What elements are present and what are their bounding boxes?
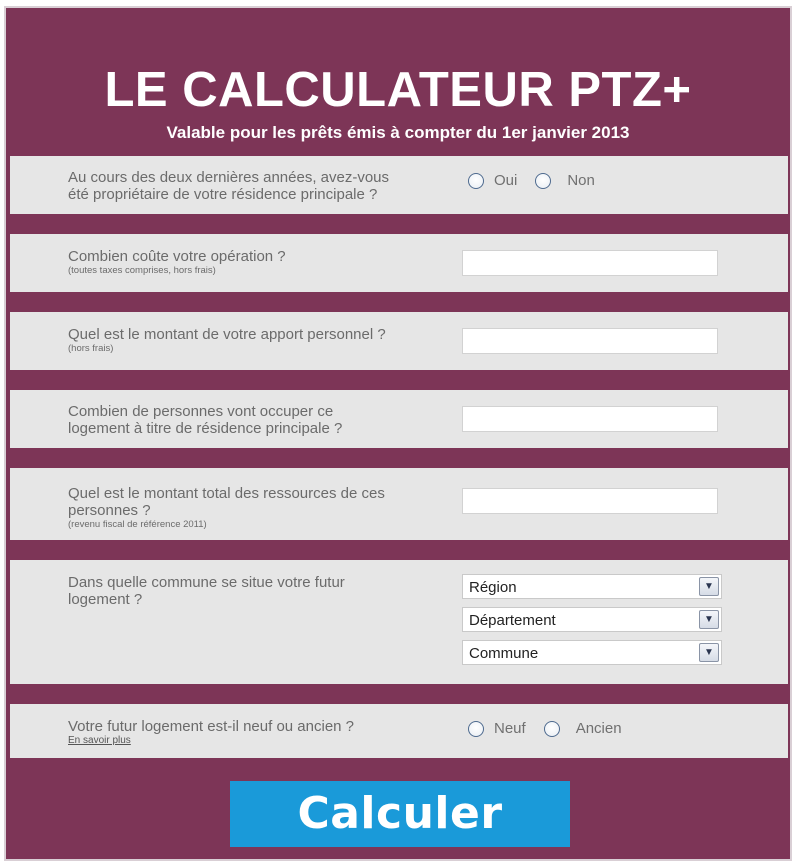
question-cost-note: (toutes taxes comprises, hors frais) [68, 265, 216, 276]
persons-input[interactable] [462, 406, 718, 432]
commune-select-value: Commune [469, 645, 539, 662]
question-owner-line1: Au cours des deux dernières années, avez-vous [68, 169, 390, 186]
row-income [10, 468, 788, 540]
radio-owner-yes-label: Oui [494, 172, 518, 189]
row-cost [10, 234, 788, 292]
question-cost [68, 248, 286, 276]
header [6, 8, 790, 156]
radio-type-old-label: Ancien [575, 720, 622, 737]
row-owner [10, 156, 788, 214]
chevron-down-icon[interactable]: ▼ [699, 610, 719, 629]
question-location-line1: Dans quelle commune se situe votre futur [68, 574, 345, 591]
calculate-button[interactable]: Calculer [230, 781, 570, 847]
radio-owner-no-label: Non [567, 172, 595, 189]
question-persons-line2: logement à titre de résidence principale ? [68, 420, 343, 437]
calculator-panel [4, 6, 792, 861]
cost-input[interactable] [462, 250, 718, 276]
row-location [10, 560, 788, 684]
question-property-type-label: Votre futur logement est-il neuf ou ancien ? [68, 718, 355, 735]
commune-select[interactable] [462, 640, 722, 665]
question-property-type [68, 718, 354, 747]
question-owner [68, 169, 389, 203]
radio-owner-yes[interactable] [468, 173, 484, 189]
question-income-line2: personnes ? [68, 502, 151, 519]
page-title: LE CALCULATEUR PTZ+ [104, 63, 692, 117]
row-property-type [10, 704, 788, 758]
chevron-down-icon[interactable]: ▼ [699, 577, 719, 596]
departement-select[interactable] [462, 607, 722, 632]
page-subtitle: Valable pour les prêts émis à compter du 1er janvier 2013 [166, 123, 630, 142]
question-income [68, 485, 385, 530]
income-input[interactable] [462, 488, 718, 514]
question-contribution-label: Quel est le montant de votre apport personnel ? [68, 326, 386, 343]
chevron-down-icon[interactable]: ▼ [699, 643, 719, 662]
radio-type-new-label: Neuf [494, 720, 526, 737]
question-income-note: (revenu fiscal de référence 2011) [68, 519, 207, 530]
region-select-value: Région [469, 579, 517, 596]
radio-type-new[interactable] [468, 721, 484, 737]
question-cost-label: Combien coûte votre opération ? [68, 248, 286, 265]
learn-more-link[interactable]: En savoir plus [68, 735, 131, 746]
radio-type-old[interactable] [544, 721, 560, 737]
question-location [68, 574, 345, 608]
row-persons [10, 390, 788, 448]
question-contribution [68, 326, 386, 354]
row-contribution [10, 312, 788, 370]
question-location-line2: logement ? [68, 591, 143, 608]
question-persons-line1: Combien de personnes vont occuper ce [68, 403, 334, 420]
question-income-line1: Quel est le montant total des ressources de ces [68, 485, 385, 502]
contribution-input[interactable] [462, 328, 718, 354]
departement-select-value: Département [469, 612, 556, 629]
question-contribution-note: (hors frais) [68, 343, 114, 354]
radio-owner-no[interactable] [535, 173, 551, 189]
question-owner-line2: été propriétaire de votre résidence principale ? [68, 186, 378, 203]
property-type-radio-group [468, 720, 622, 737]
owner-radio-group [468, 172, 595, 189]
question-persons [68, 403, 342, 437]
region-select[interactable] [462, 574, 722, 599]
